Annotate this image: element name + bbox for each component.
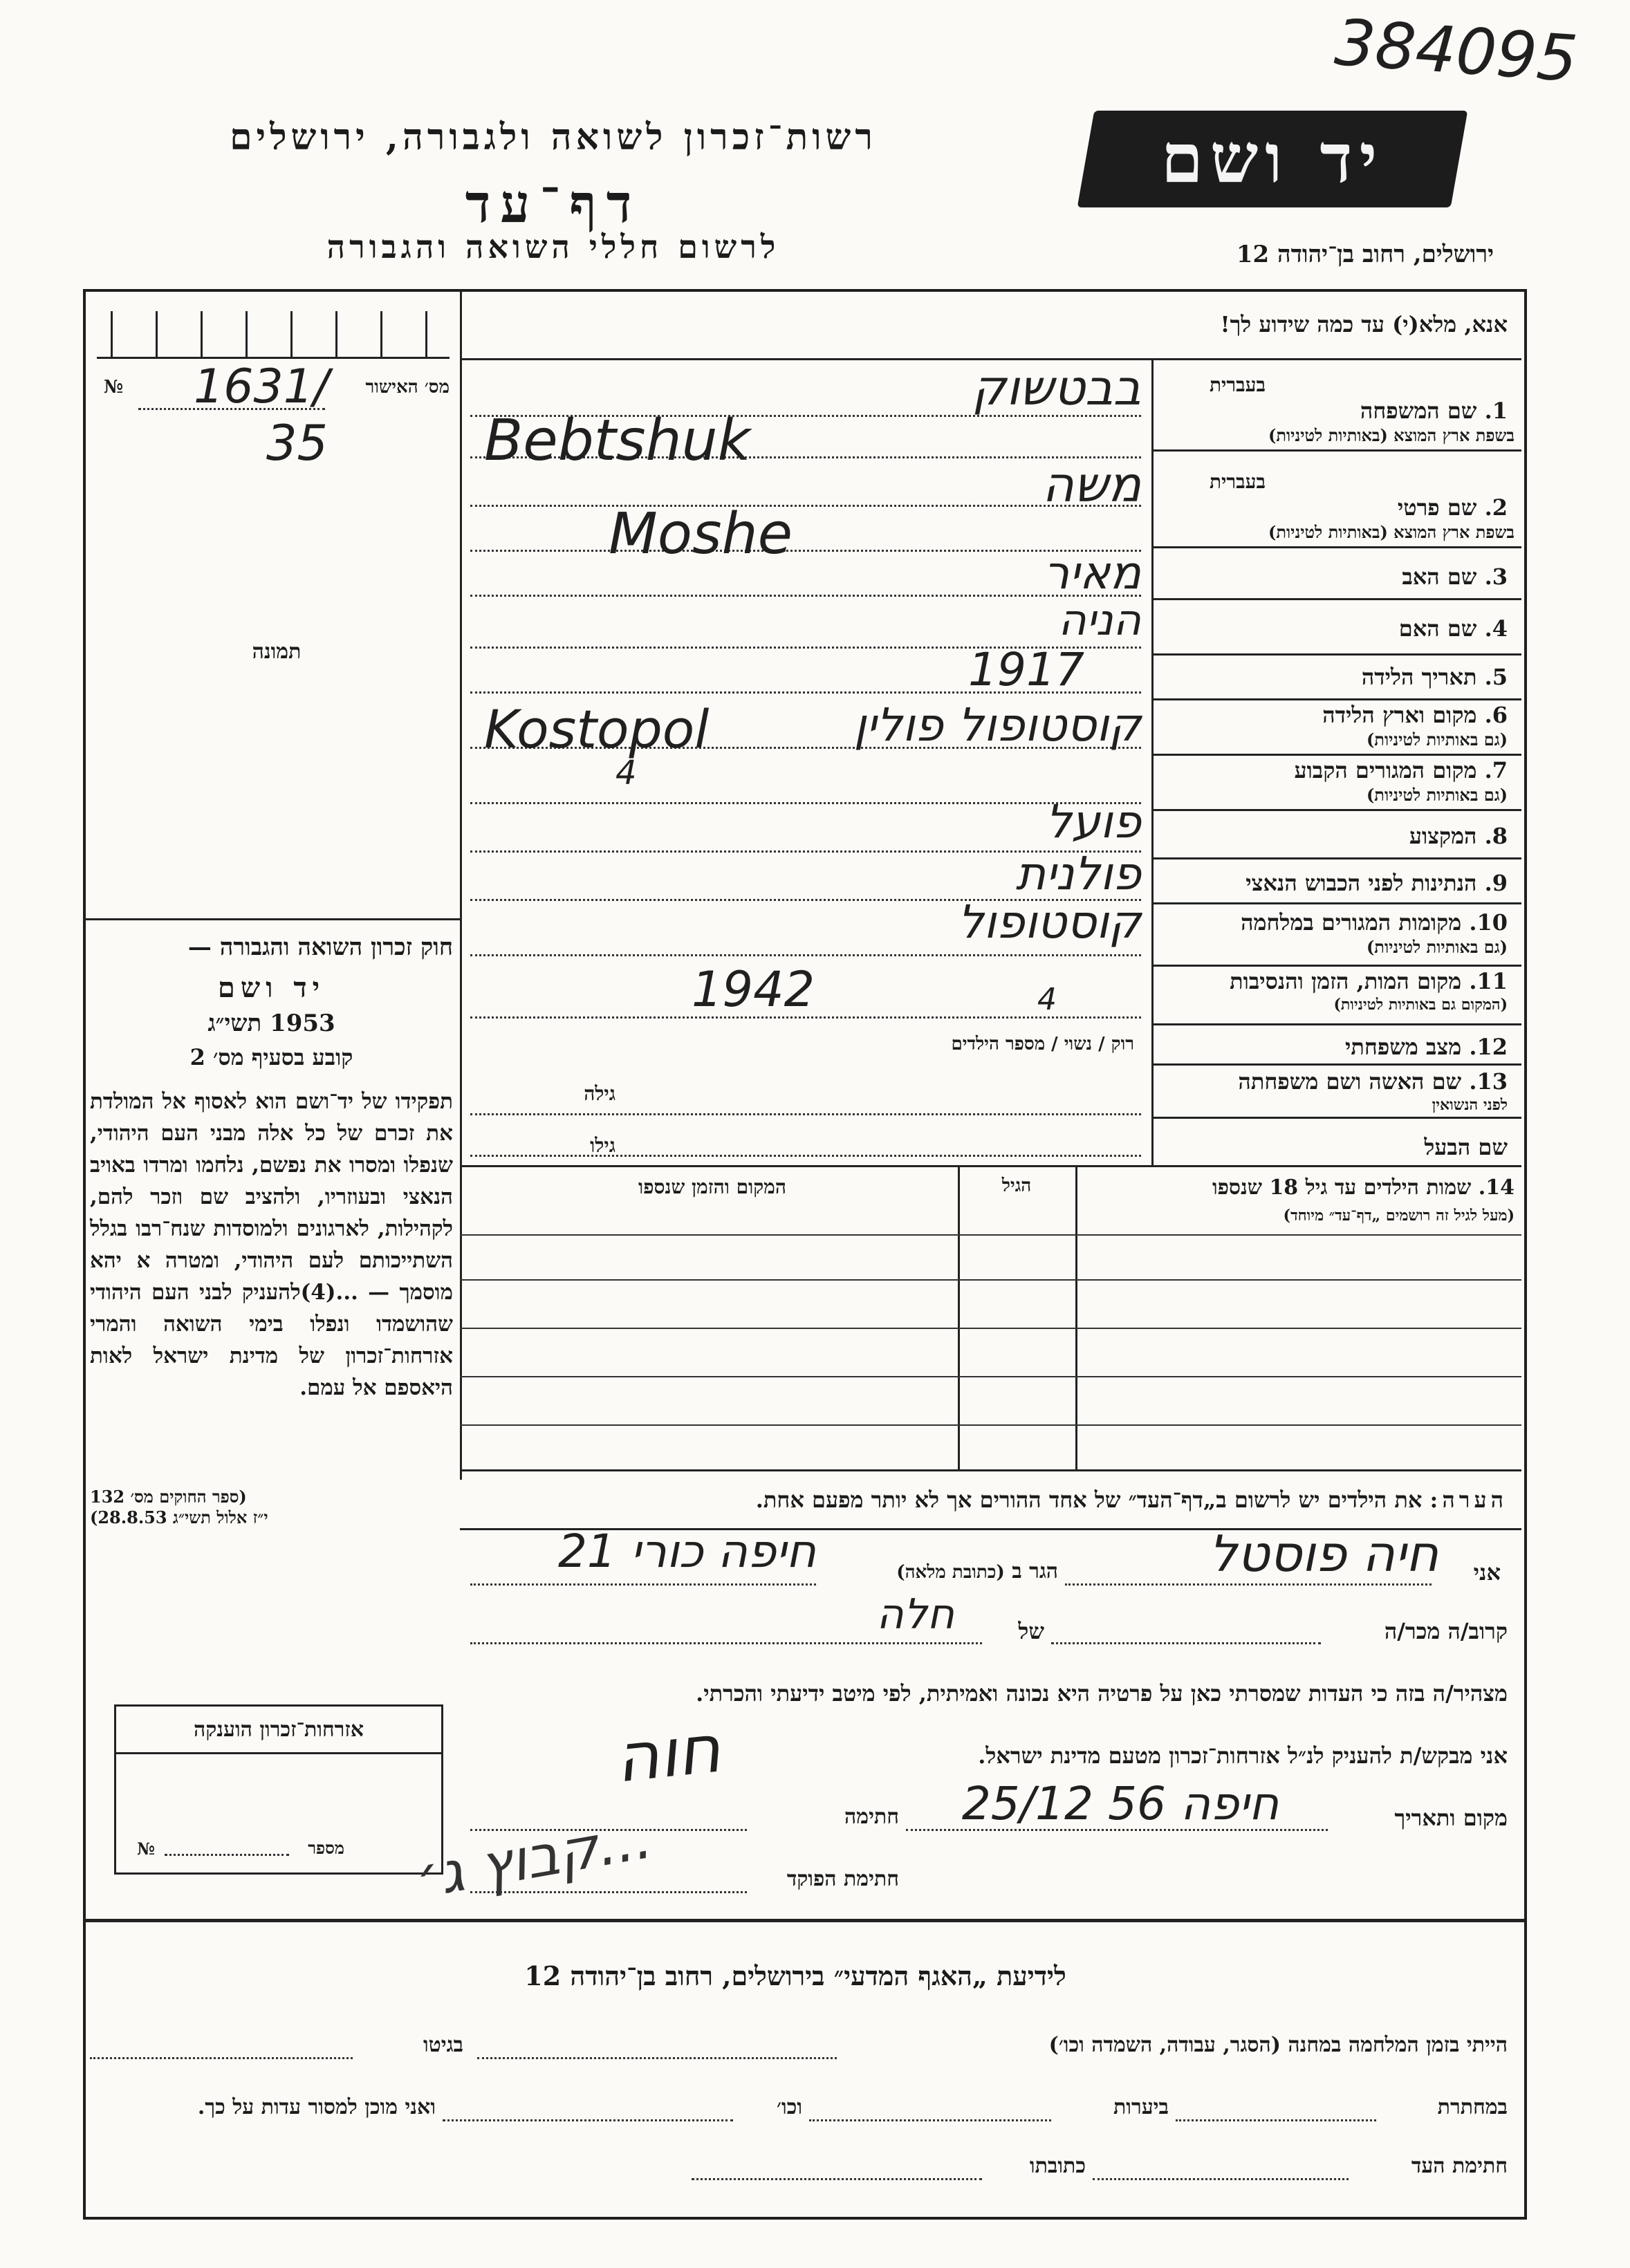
yad-vashem-logo — [1077, 111, 1468, 207]
field-9-num: 9. — [1484, 870, 1508, 896]
field-13-label-text: שם האשה ושם משפחתה — [1238, 1068, 1462, 1095]
field-10-label-text: מקומות המגורים במלחמה — [1241, 909, 1462, 936]
children-sub: (מעל לגיל זה רושמים „דף־עד״ מיוחד) — [1283, 1207, 1515, 1225]
approval-ticks — [97, 311, 450, 360]
field-6-num: 6. — [1484, 702, 1508, 728]
field-1-value-he: בבטשוק — [972, 360, 1141, 416]
field-2-num: 2. — [1484, 494, 1508, 521]
field-7-num: 7. — [1484, 757, 1508, 783]
field-2-value-he: משה — [1042, 456, 1141, 513]
form-subtitle: לרשום חללי השואה והגבורה — [326, 228, 780, 266]
no-symbol: № — [104, 377, 124, 398]
field-6-value-he: קוסטופול פולין — [853, 698, 1141, 752]
field-8-value: פועל — [1045, 795, 1141, 848]
field-9-label-text: הנתינות לפני הכבוש הנאצי — [1245, 870, 1477, 896]
citizenship-box-no: № — [137, 1839, 156, 1859]
field-3-label-text: שם האב — [1402, 564, 1477, 590]
field-6-sub: (גם באותיות לטיניות) — [1366, 729, 1508, 750]
field-4-value-he: הניה — [1058, 595, 1141, 645]
field-1-label — [1162, 398, 1508, 424]
field-12-label-text: מצב משפחתי — [1345, 1034, 1462, 1060]
address-line: ירושלים, רחוב בן־יהודה 12 — [1236, 241, 1494, 268]
decl-signature-handwritten: חוה — [611, 1709, 725, 1798]
field-4-label-text: שם האם — [1398, 615, 1477, 642]
field-13-label — [1162, 1068, 1508, 1095]
field-7-label — [1162, 757, 1508, 783]
field-6-label-text: מקום וארץ הלידה — [1322, 702, 1477, 728]
field-3-value-he: מאיר — [1044, 546, 1141, 599]
decl-relation-label: קרוב/ה מכר/ה — [1384, 1618, 1508, 1644]
field-2-label-text: שם פרטי — [1397, 494, 1477, 521]
field-1-label-text: שם המשפחה — [1360, 398, 1477, 424]
field-4-label — [1162, 615, 1508, 642]
field-1-value-lat: Bebtshuk — [484, 408, 751, 474]
logo-text: יד ושם — [1160, 119, 1384, 198]
decl-officer-signature-label: חתימת הפוקד — [786, 1867, 899, 1891]
decl-place-date-handwritten: חיפה 56 25/12 — [961, 1777, 1279, 1830]
law-section: קובע בסעיף מס׳ 2 — [189, 1044, 353, 1070]
field-12-num: 12. — [1469, 1034, 1508, 1060]
field-12-label — [1162, 1034, 1508, 1060]
field-2-sub: בשפת ארץ המוצא (באותיות לטיניות) — [1268, 522, 1515, 542]
decl-statement-2: אני מבקש/ת להעניק לנ״ל אזרחות־זכרון מטעם מדינת ישראל. — [978, 1742, 1508, 1769]
children-num: 14. — [1478, 1175, 1515, 1200]
field-5-num: 5. — [1484, 664, 1508, 690]
field-6-value-lat: Kostopol — [484, 698, 710, 760]
official-signature-handwritten: קבוץ ג׳... — [411, 1805, 657, 1912]
note — [470, 1487, 1508, 1513]
field-12-options: רוק / נשוי / מספר הילדים — [951, 1034, 1134, 1054]
field-8-label — [1162, 823, 1508, 849]
field-6-label — [1162, 702, 1508, 728]
field-5-label-text: תאריך הלידה — [1361, 664, 1477, 690]
field-8-num: 8. — [1484, 823, 1508, 849]
law-ref2: י״ז אלול תשי״ג 28.8.53) — [90, 1507, 268, 1527]
field-1-num: 1. — [1484, 398, 1508, 424]
field-10-value: קוסטופול — [957, 895, 1141, 949]
approval-sub-handwritten: 35 — [266, 415, 328, 472]
field-1-sub: בשפת ארץ המוצא (באותיות לטיניות) — [1268, 425, 1515, 445]
approval-number-handwritten: 1631/ — [194, 360, 329, 414]
footer-underground-label: במחתרת — [1437, 2095, 1508, 2119]
field-10-num: 10. — [1469, 909, 1508, 936]
field-5-value: 1917 — [968, 643, 1084, 696]
footer-witness-signature-label: חתימת העד — [1411, 2154, 1508, 2178]
field-11-label-text: מקום המות, הזמן והנסיבות — [1230, 968, 1462, 994]
decl-address-label: (כתובת מלאה) — [896, 1562, 1005, 1583]
form-title: דף־עד — [465, 173, 642, 234]
citizenship-box-title: אזרחות־זכרון הוענקה — [193, 1718, 364, 1742]
citizenship-box-number-label: מספר — [308, 1838, 344, 1858]
decl-signature-label: חתימה — [844, 1805, 899, 1829]
note-title: הערה: — [1429, 1487, 1508, 1513]
field-11-extra: 4 — [1037, 982, 1057, 1017]
field-10-label — [1162, 909, 1508, 936]
field-9-label — [1162, 870, 1508, 896]
note-text: את הילדים יש לרשום ב„דף־העד״ של אחד ההורים אך לא יותר מפעם אחת. — [755, 1487, 1423, 1513]
field-13-sub: לפני הנשואין — [1432, 1096, 1508, 1114]
decl-statement-1: מצהיר/ה בזה כי העדות שמסרתי כאן על פרטיה היא נכונה ואמיתית, לפי מיטב ידיעתי והכרתי. — [696, 1680, 1508, 1707]
decl-relation-handwritten: חלה — [876, 1590, 954, 1639]
field-2-label — [1162, 494, 1508, 521]
field-1-hebrew-tag: בעברית — [1209, 373, 1266, 396]
field-13-age-label: גילה — [584, 1082, 615, 1105]
field-11-sub: (המקום גם באותיות לטיניות) — [1333, 996, 1508, 1014]
decl-address-handwritten: חיפה כורי 21 — [557, 1525, 816, 1578]
children-label — [1086, 1175, 1515, 1200]
footer-etc-label: וכו׳ — [777, 2095, 802, 2119]
field-5-label — [1162, 664, 1508, 690]
law-year: 1953 — [270, 1010, 335, 1037]
husband-age-label: גילו — [590, 1134, 615, 1157]
law-ref1: (ספר החוקים מס׳ 132 — [90, 1487, 247, 1507]
field-3-label — [1162, 564, 1508, 590]
field-4-num: 4. — [1484, 615, 1508, 642]
footer-ghetto-label: בגיטו — [423, 2033, 463, 2057]
label-value-divider — [1151, 360, 1154, 1165]
instructions: אנא, מלא(י) עד כמה שידוע לך! — [1220, 311, 1508, 337]
children-col-age: הגיל — [1001, 1175, 1032, 1196]
photo-label: תמונה — [252, 640, 302, 664]
decl-resides-text: הגר ב — [1012, 1559, 1058, 1583]
footer-address-label: כתובתו — [1029, 2154, 1086, 2178]
decl-place-date-label: מקום ותאריך — [1394, 1805, 1508, 1831]
field-7-label-text: מקום המגורים הקבוע — [1294, 757, 1477, 783]
field-8-label-text: המקצוע — [1409, 823, 1477, 849]
law-name: יד ושם — [217, 972, 326, 1004]
field-2-value-lat: Moshe — [609, 501, 793, 567]
field-11-value: 1942 — [692, 961, 815, 1018]
reference-number: 384095 — [1332, 5, 1580, 97]
decl-name-handwritten: חיה פוסטל — [1209, 1525, 1438, 1583]
field-10-sub: (גם באותיות לטיניות) — [1366, 937, 1508, 957]
field-3-num: 3. — [1484, 564, 1508, 590]
law-year-line — [90, 1010, 453, 1037]
husband-label: שם הבעל — [1424, 1134, 1508, 1160]
field-7-sub: (גם באותיות לטיניות) — [1366, 785, 1508, 805]
decl-i-label: אני — [1473, 1559, 1501, 1586]
law-year-hebrew: תשי״ג — [207, 1010, 262, 1037]
field-13-num: 13. — [1469, 1068, 1508, 1095]
field-2-hebrew-tag: בעברית — [1209, 470, 1266, 493]
decl-of-label: של — [1018, 1618, 1044, 1644]
children-label-text: שמות הילדים עד גיל 18 שנספו — [1212, 1175, 1472, 1200]
left-column-divider — [460, 290, 462, 1480]
citizenship-box — [114, 1704, 443, 1875]
footer-title: לידיעת „האגף המדעי״ בירושלים, רחוב בן־יהודה 12 — [524, 1960, 1066, 1991]
footer-testimony-label: ואני מוכן למסור עדות על כך. — [197, 2095, 436, 2119]
footer-line-1 — [97, 2033, 1508, 2057]
org-line: רשות־זכרון לשואה ולגבורה, ירושלים — [230, 116, 877, 158]
law-text: תפקידו של יד־ושם הוא לאסוף אל המולדת את זכרם של כל אלה מבני העם היהודי, שנפלו ומסרו את נפשם, נלחמו ומרדו באויב הנאצי ובעוזריו, ולהציב שם וזכר להם, לקהילות, לארגונים ולמוסדות שנח־רבו בגלל השתייכותם לעם היהודי, ומטרה א יהא מוסמך — ...(4)להעניק לבני העם היהודי שהושמדו ונפלו בימי השואה והמרי אזרחות־זכרון של מדינת ישראל לאות היאספם אל עמם. — [90, 1089, 453, 1400]
footer-camp-label: הייתי בזמן המלחמה במחנה (הסגר, עבודה, השמדה וכו׳) — [1048, 2033, 1508, 2057]
footer-forests-label: ביערות — [1113, 2095, 1169, 2119]
approval-number-label: מס׳ האישור — [365, 377, 450, 398]
field-9-value: פולנית — [1015, 847, 1141, 900]
field-7-value: 4 — [615, 754, 637, 792]
decl-resides-label — [823, 1559, 1058, 1583]
law-title: חוק זכרון השואה והגבורה — — [187, 933, 453, 961]
field-11-label — [1162, 968, 1508, 994]
field-11-num: 11. — [1469, 968, 1508, 994]
children-col-place: המקום והזמן שנספו — [638, 1175, 786, 1198]
